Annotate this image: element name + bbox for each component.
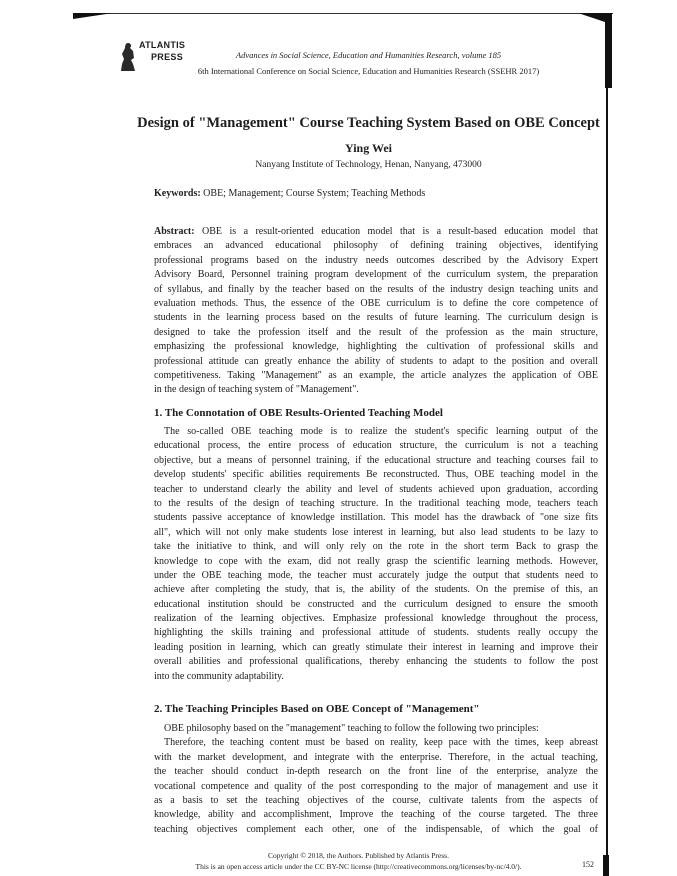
author-affiliation: Nanyang Institute of Technology, Henan, Nanyang, 473000 bbox=[255, 160, 482, 170]
conference-title: 6th International Conference on Social Science, Education and Humanities Research (SSEHR 2017) bbox=[197, 66, 540, 76]
body-line: into the community adaptability. bbox=[154, 670, 284, 682]
body-line: under the OBE teaching mode, the teacher must accurately judge the output that students need to bbox=[154, 569, 598, 581]
body-line: OBE philosophy based on the "management" teaching to follow the following two principles: bbox=[164, 723, 539, 734]
body-line: realization of the learning objectives. Emphasize professional knowledge throughout the process, bbox=[154, 613, 598, 625]
keywords bbox=[154, 188, 425, 199]
body-line: students passive acceptance of knowledge instillation. This model has the drawback of "one size fits bbox=[154, 512, 598, 524]
body-line: educational process, the entire process of education structure, the curriculum is not a teaching bbox=[154, 440, 598, 452]
abstract-line: in the design of teaching system of "Management". bbox=[154, 384, 359, 396]
body-line: knowledge to cope with the exam, did not really grasp the scientific learning methods. However, bbox=[154, 555, 598, 567]
body-line: to the results of the design of teaching structure. In the traditional teaching mode, teachers teach bbox=[154, 497, 598, 509]
body-line: overall abilities and professional qualifications, thereby enhancing the students to follow the post bbox=[154, 656, 598, 668]
body-line: knowledge, ability and accomplishment, Improve the teaching of the course targeted. The three bbox=[154, 809, 598, 821]
logo-text-atlantis: ATLANTIS bbox=[139, 40, 186, 50]
section-2-heading: 2. The Teaching Principles Based on OBE Concept of "Management" bbox=[154, 703, 480, 715]
abstract-line: Advisory Board, Personnel training program development of the curriculum system, the preparation bbox=[154, 269, 598, 281]
section-1-heading: 1. The Connotation of OBE Results-Oriented Teaching Model bbox=[154, 407, 443, 419]
abstract-line: designed to take the profession itself and the result of the profession as the main structure, bbox=[154, 326, 598, 338]
scan-edge-top-wedge bbox=[73, 13, 113, 19]
abstract-line: of syllabus, and finally by the teacher based on the results of the industry design teaching units and bbox=[154, 283, 598, 295]
keywords-label: Keywords: bbox=[154, 188, 201, 199]
abstract-line: competitiveness. Taking "Management" as an example, the article analyzes the application of OBE bbox=[154, 369, 598, 381]
license-notice: This is an open access article under the CC BY-NC license (http://creativecommons.org/licenses/by-nc/4.0/). bbox=[195, 862, 522, 871]
body-line: highlighting the skills training and professional attitude of students. students really occupy the bbox=[154, 627, 598, 639]
body-line: as a basis to set the teaching objectives of the course, cultivate talents from the aspects of bbox=[154, 794, 598, 806]
scan-edge-top bbox=[73, 13, 613, 14]
body-line: educational institution should be constructed and the curriculum designed to ensure the smooth bbox=[154, 598, 598, 610]
section-1-body bbox=[154, 425, 598, 684]
copyright-notice: Copyright © 2018, the Authors. Published by Atlantis Press. bbox=[268, 851, 449, 860]
body-line: achieve after completing the study, that is, the ability of the students. On the premise of this, an bbox=[154, 584, 598, 596]
body-line: The so-called OBE teaching mode is to realize the student's specific learning output of the bbox=[164, 426, 598, 437]
abstract bbox=[154, 225, 598, 398]
body-line: teaching objectives complement each other, one of the indispensable, of which the goal of bbox=[154, 823, 598, 835]
logo-text-press: PRESS bbox=[151, 52, 184, 62]
abstract-line: embraces an advanced educational philosophy of defining training objectives, identifying bbox=[154, 240, 598, 252]
keywords-text: OBE; Management; Course System; Teaching Methods bbox=[200, 188, 426, 199]
abstract-line: evaluation methods. Thus, the essence of the OBE curriculum is to define the core competence of bbox=[154, 297, 598, 309]
body-line: Therefore, the teaching content must be based on reality, keep pace with the times, keep abreast bbox=[164, 737, 598, 749]
scan-edge-right-wedge bbox=[578, 13, 608, 23]
abstract-line: Abstract: OBE is a result-oriented education model that is a result-based education model that bbox=[154, 226, 598, 237]
abstract-line: emphasizing the professional knowledge, highlighting the cultivation of professional skills and bbox=[154, 341, 598, 353]
body-line: leading position in learning, which can greatly stimulate their interest in learning and improve their bbox=[154, 641, 598, 653]
body-line: teacher to understand clearly the ability and level of students achieved upon graduation, according bbox=[154, 483, 598, 495]
body-line: develop students' specific abilities requirements Be reconstructed. Thus, OBE teaching model in the bbox=[154, 469, 598, 481]
abstract-line: students in the learning process based on the results of future learning. The curriculum design is bbox=[154, 312, 598, 324]
author-name: Ying Wei bbox=[344, 141, 392, 155]
body-line: with the market development, and integrate with the enterprise. Therefore, in the actual teaching, bbox=[154, 751, 598, 763]
body-line: objective, but a means of personnel training, if the educational structure and teaching courses fail to bbox=[154, 454, 598, 466]
body-line: take the initiative to think, and will only rely on the rote in the short term Back to grasp the bbox=[154, 541, 598, 553]
abstract-line: professional programs based on the industry needs outcomes described by the Advisory Expert bbox=[154, 254, 598, 266]
page-number: 152 bbox=[582, 860, 594, 869]
body-line: all", which will not only make students lose interest in learning, but also lead students to be lazy to bbox=[154, 526, 598, 538]
section-2-body bbox=[154, 722, 598, 837]
series-title: Advances in Social Science, Education and Humanities Research, volume 185 bbox=[235, 50, 502, 60]
abstract-line: professional attitude can greatly enhance the ability of students to adapt to the position and overall bbox=[154, 355, 598, 367]
abstract-label: Abstract: bbox=[154, 226, 195, 237]
body-line: the teacher should conduct in-depth research on the front line of the enterprise, analyze the bbox=[154, 766, 598, 778]
paper-title: Design of "Management" Course Teaching System Based on OBE Concept bbox=[137, 115, 600, 131]
body-line: vocational competence and quality of the post corresponding to the major of management and use it bbox=[154, 780, 598, 792]
